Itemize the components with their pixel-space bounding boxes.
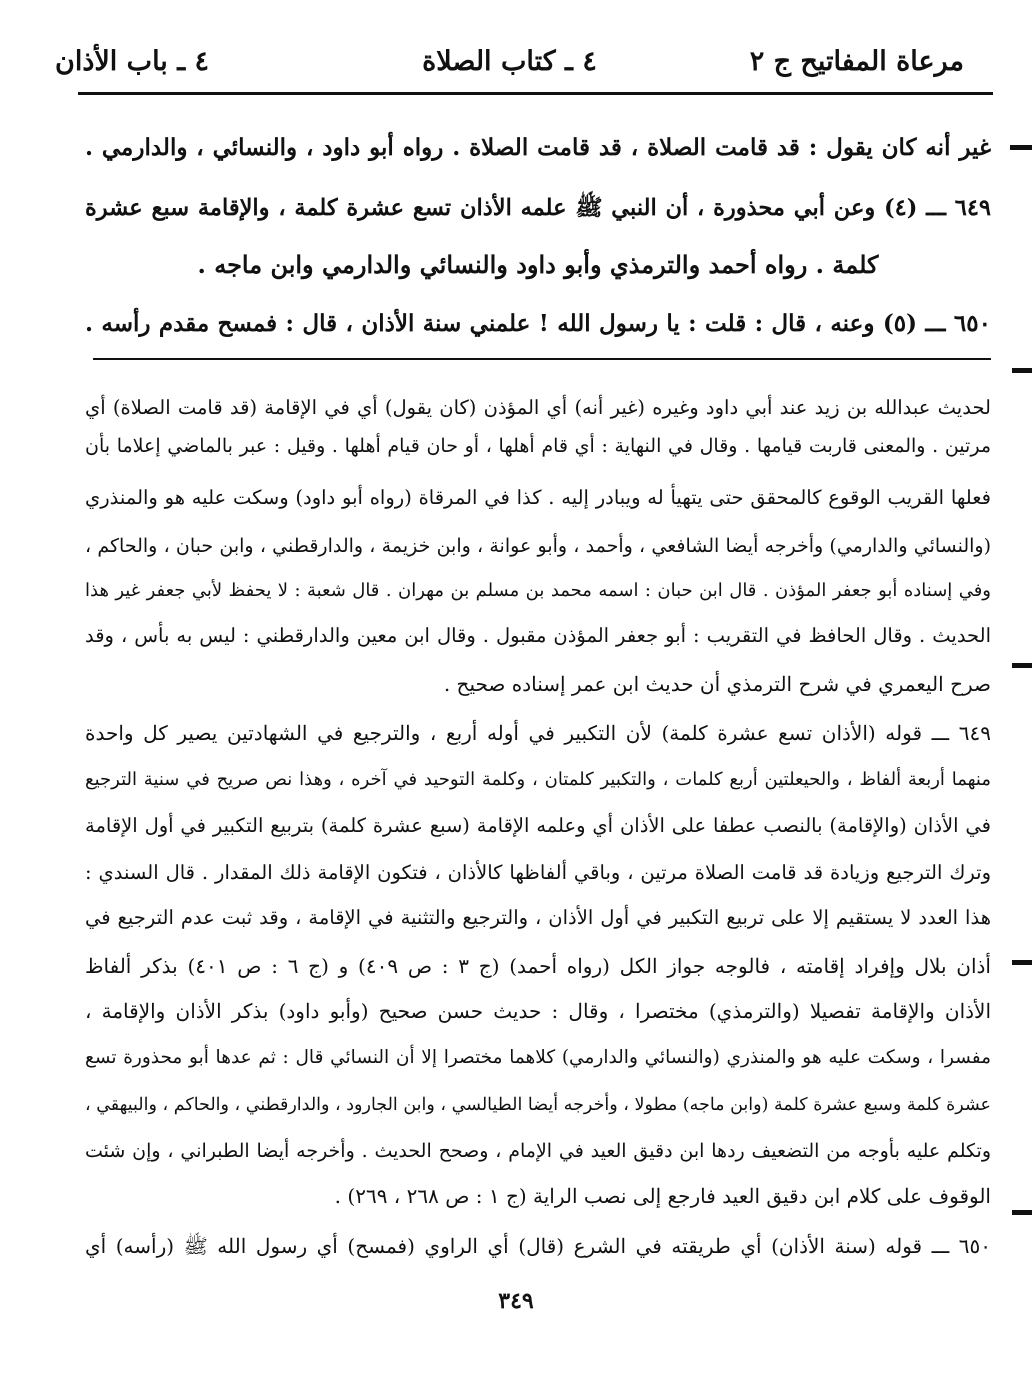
commentary-line: عشرة كلمة وسبع عشرة كلمة (وابن ماجه) مطولا ، وأخرجه أيضا الطيالسي ، وابن الجارود ، والدارقطني ، والحاكم ، والبيهقي ، bbox=[85, 1095, 991, 1115]
commentary-line: (والنسائي والدارمي) وأخرجه أيضا الشافعي ، وأحمد ، وأبو عوانة ، وابن خزيمة ، والدارقطني ، وابن حبان ، والحاكم ، bbox=[85, 535, 991, 557]
scan-mark bbox=[1010, 145, 1032, 150]
commentary-line: هذا العدد لا يستقيم إلا على تربيع التكبير في أول الأذان ، والترجيع والتثنية في الإقامة ، وقد ثبت عدم الترجيع في bbox=[85, 906, 991, 929]
commentary-line: مفسرا ، وسكت عليه هو والمنذري (والنسائي والدارمي) كلاهما مختصرا إلا أن النسائي قال : ثم عدها أبو محذورة تسع bbox=[85, 1047, 991, 1068]
commentary-line: لحديث عبدالله بن زيد عند أبي داود وغيره (غير أنه) أي المؤذن (كان يقول) أي في الإقامة (قد قامت الصلاة) أي bbox=[85, 396, 991, 419]
commentary-line: فعلها القريب الوقوع كالمحقق حتى يتهيأ له ويبادر إليه . كذا في المرقاة (رواه أبو داود) وسكت عليه هو والمنذري bbox=[85, 486, 991, 509]
commentary-line: وترك الترجيع وزيادة قد قامت الصلاة مرتين ، وباقي ألفاظها كالأذان ، فتكون الإقامة ذلك المقدار . قال السندي : bbox=[85, 861, 991, 884]
scan-mark bbox=[1012, 368, 1032, 373]
commentary-line: وفي إسناده أبو جعفر المؤذن . قال ابن حبان : اسمه محمد بن مسلم بن مهران . قال شعبة : لا يحفظ لأبي جعفر غير هذا bbox=[85, 580, 991, 601]
commentary-line: ٦٥٠ ـــ قوله (سنة الأذان) أي طريقته في الشرع (قال) أي الراوي (فمسح) أي رسول الله ﷺ (رأسه) أي bbox=[85, 1234, 991, 1258]
header-chapter: ٤ ـ كتاب الصلاة bbox=[422, 46, 597, 77]
scan-mark bbox=[1012, 663, 1032, 668]
commentary-line: منهما أربعة ألفاظ ، والحيعلتين أربع كلمات ، والتكبير كلمتان ، وكلمة التوحيد في آخره ، وهذا نص صريح في سنية الترجيع bbox=[85, 769, 991, 790]
page-number: ٣٤٩ bbox=[498, 1288, 534, 1314]
scan-mark bbox=[1012, 960, 1032, 965]
header-rule bbox=[78, 92, 993, 95]
commentary-line: الحديث . وقال الحافظ في التقريب : أبو جعفر المؤذن مقبول . وقال ابن معين والدارقطني : ليس به بأس ، وقد bbox=[85, 624, 991, 647]
commentary-separator bbox=[93, 358, 991, 360]
hadith-line: ٦٥٠ ـــ (٥) وعنه ، قال : قلت : يا رسول الله ! علمني سنة الأذان ، قال : فمسح مقدم رأسه . bbox=[85, 310, 991, 337]
commentary-line: مرتين . والمعنى قاربت قيامها . وقال في النهاية : أي قام أهلها ، أو حان قيام أهلها . وقيل : عبر بالماضي إعلاما بأن bbox=[85, 435, 991, 457]
commentary-line: صرح اليعمري في شرح الترمذي أن حديث ابن عمر إسناده صحيح . bbox=[443, 672, 991, 696]
commentary-line: الوقوف على كلام ابن دقيق العيد فارجع إلى نصب الراية (ج ١ : ص ٢٦٨ ، ٢٦٩) . bbox=[334, 1184, 991, 1208]
hadith-line: غير أنه كان يقول : قد قامت الصلاة ، قد قامت الصلاة . رواه أبو داود ، والنسائي ، والدارمي . bbox=[85, 134, 991, 161]
scan-mark bbox=[1012, 1210, 1032, 1215]
commentary-line: الأذان والإقامة تفصيلا (والترمذي) مختصرا ، وقال : حديث حسن صحيح (وأبو داود) بذكر الأذان والإقامة ، bbox=[85, 999, 991, 1023]
hadith-line: ٦٤٩ ـــ (٤) وعن أبي محذورة ، أن النبي ﷺ علمه الأذان تسع عشرة كلمة ، والإقامة سبع عشرة bbox=[85, 195, 991, 221]
commentary-line: في الأذان (والإقامة) بالنصب عطفا على الأذان أي وعلمه الإقامة (سبع عشرة كلمة) بتربيع التكبير في أول الإقامة bbox=[85, 814, 991, 837]
header-section: ٤ ـ باب الأذان bbox=[55, 46, 210, 77]
hadith-line: كلمة . رواه أحمد والترمذي وأبو داود والنسائي والدارمي وابن ماجه . bbox=[197, 250, 879, 279]
running-header bbox=[55, 40, 964, 90]
commentary-line: أذان بلال وإفراد إقامته ، فالوجه جواز الكل (رواه أحمد) (ج ٣ : ص ٤٠٩) و (ج ٦ : ص ٤٠١) بذكر ألفاظ bbox=[85, 954, 991, 978]
commentary-line: ٦٤٩ ـــ قوله (الأذان تسع عشرة كلمة) لأن التكبير في أوله أربع ، والترجيع في الشهادتين يصير كل واحدة bbox=[85, 721, 991, 745]
commentary-line: وتكلم عليه بأوجه من التضعيف ردها ابن دقيق العيد في الإمام ، وصحح الحديث . وأخرجه أيضا الطبراني ، وإن شئت bbox=[85, 1140, 991, 1162]
header-book-title: مرعاة المفاتيح ج ٢ bbox=[749, 46, 964, 77]
